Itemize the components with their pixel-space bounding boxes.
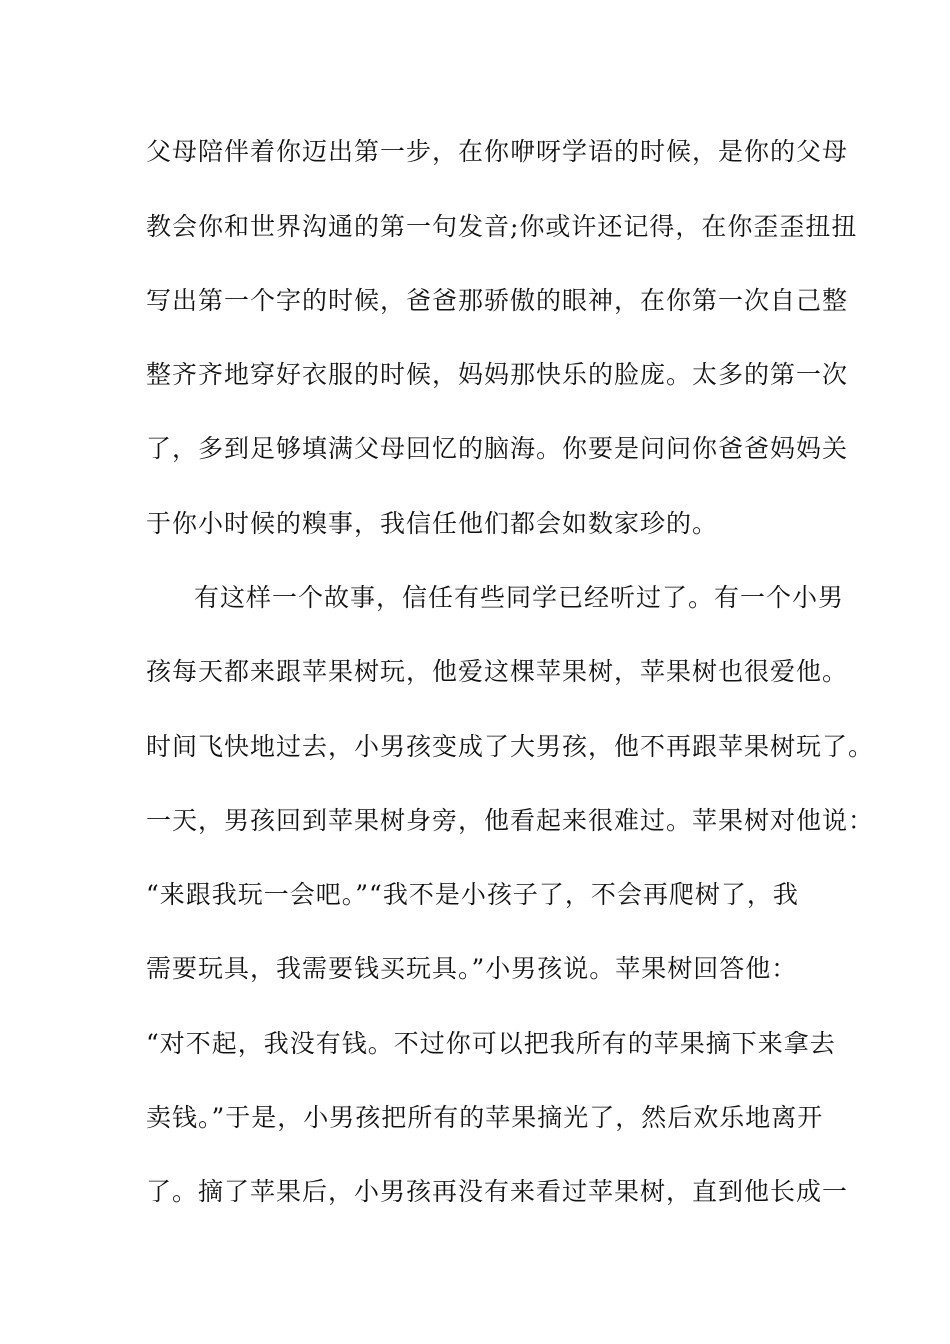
text-line-6: 于你小时候的糗事，我信任他们都会如数家珍的。	[146, 509, 719, 538]
text-line-1: 父母陪伴着你迈出第一步，在你咿呀学语的时候，是你的父母	[146, 137, 849, 166]
text-line-13: “对不起，我没有钱。不过你可以把我所有的苹果摘下来拿去	[146, 1029, 836, 1058]
text-line-4: 整齐齐地穿好衣服的时候，妈妈那快乐的脸庞。太多的第一次	[146, 360, 849, 389]
text-line-7-paragraph-start: 有这样一个故事，信任有些同学已经听过了。有一个小男	[194, 583, 845, 612]
text-line-2: 教会你和世界沟通的第一句发音;你或许还记得，在你歪歪扭扭	[146, 212, 858, 241]
text-line-10: 一天，男孩回到苹果树身旁，他看起来很难过。苹果树对他说：	[146, 806, 875, 835]
text-line-15: 了。摘了苹果后，小男孩再没有来看过苹果树，直到他长成一	[146, 1177, 849, 1206]
text-line-9: 时间飞快地过去，小男孩变成了大男孩，他不再跟苹果树玩了。	[146, 732, 875, 761]
text-line-3: 写出第一个字的时候，爸爸那骄傲的眼神，在你第一次自己整	[146, 286, 849, 315]
text-line-14: 卖钱。”于是，小男孩把所有的苹果摘光了，然后欢乐地离开	[146, 1103, 824, 1132]
text-line-5: 了，多到足够填满父母回忆的脑海。你要是问问你爸爸妈妈关	[146, 434, 849, 463]
text-line-11: “来跟我玩一会吧。”“我不是小孩子了，不会再爬树了，我	[146, 880, 799, 909]
text-line-8: 孩每天都来跟苹果树玩，他爱这棵苹果树，苹果树也很爱他。	[146, 657, 849, 686]
text-line-12: 需要玩具，我需要钱买玩具。”小男孩说。苹果树回答他：	[146, 954, 798, 983]
